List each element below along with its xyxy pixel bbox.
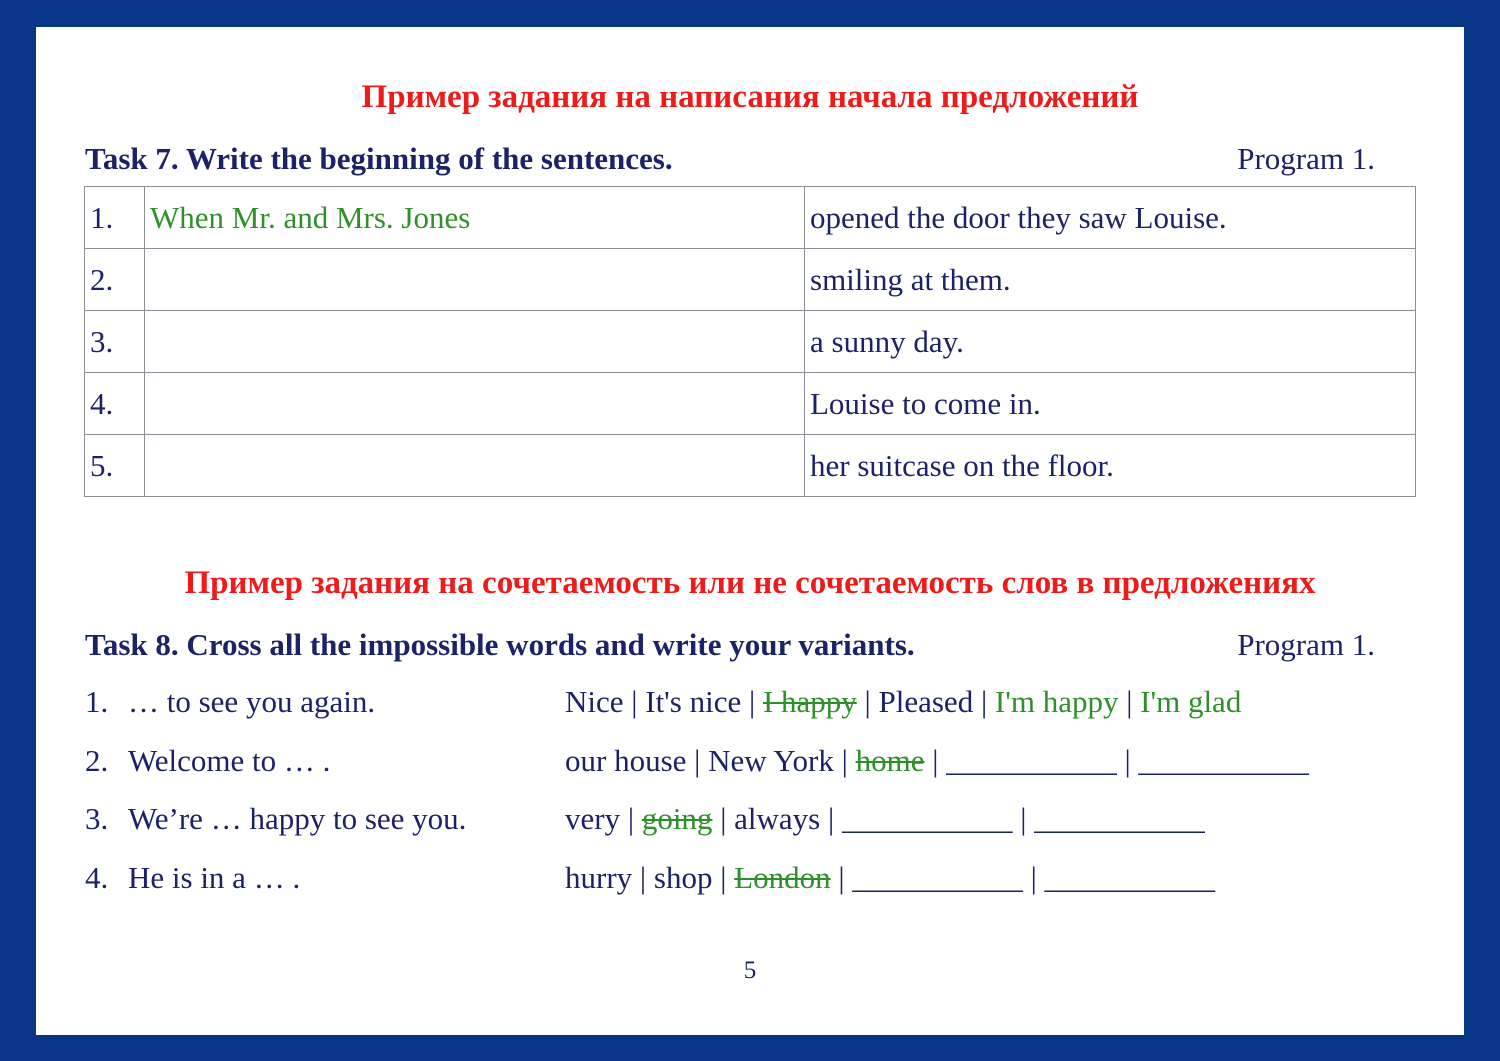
word-option: our house <box>565 742 687 778</box>
crossed-word: London <box>734 859 831 895</box>
word-option: I'm glad <box>1140 684 1242 719</box>
word-option: I'm happy <box>994 684 1119 719</box>
word-options: very | going | always | ___________ | ___________ <box>565 801 1205 836</box>
table-row <box>85 373 1416 435</box>
section2-heading: Пример задания на сочетаемость или не сочетаемость слов в предложениях <box>184 565 1316 601</box>
word-option: always <box>734 801 821 836</box>
word-option: shop <box>653 859 713 895</box>
task7-program: Program 1. <box>1237 141 1375 176</box>
answer-blank: ___________ <box>852 859 1023 895</box>
crossed-word: I happy <box>762 684 857 719</box>
task8-title: Task 8. Cross all the impossible words and write your variants. <box>85 627 915 662</box>
word-options: Nice | It's nice | I happy | Pleased | I'm happy | I'm glad <box>565 684 1242 719</box>
task7-header <box>85 141 1375 177</box>
task8-header <box>85 627 1375 663</box>
row-number: 3. <box>85 311 145 373</box>
sentence-stem: … to see you again. <box>128 684 376 719</box>
sentence-ending: smiling at them. <box>805 249 1416 311</box>
sentence-stem: Welcome to … . <box>128 742 331 778</box>
answer-cell <box>145 249 805 311</box>
task8-program: Program 1. <box>1237 627 1375 662</box>
sentence-ending: a sunny day. <box>805 311 1416 373</box>
sentence-ending: her suitcase on the floor. <box>805 435 1416 497</box>
sentence-stem: He is in a … . <box>128 859 301 895</box>
word-option: hurry <box>565 859 633 895</box>
item-number: 2. <box>85 742 109 778</box>
section1-heading: Пример задания на написания начала предложений <box>361 79 1139 115</box>
word-option: New York <box>708 742 834 778</box>
answer-blank: ___________ <box>946 742 1117 778</box>
worksheet-page <box>36 27 1464 1035</box>
item-number: 1. <box>85 684 109 719</box>
table-row <box>85 435 1416 497</box>
row-number: 5. <box>85 435 145 497</box>
table-row <box>85 249 1416 311</box>
crossed-word: going <box>641 801 713 836</box>
answer-cell <box>145 435 805 497</box>
answer-cell <box>145 373 805 435</box>
row-number: 4. <box>85 373 145 435</box>
word-options: our house | New York | home | ___________ | ___________ <box>565 742 1309 778</box>
answer-blank: ___________ <box>1138 742 1309 778</box>
word-options: hurry | shop | London | ___________ | ___________ <box>565 859 1216 895</box>
word-option: very <box>565 801 621 836</box>
answer-blank: ___________ <box>1034 801 1205 836</box>
item-number: 3. <box>85 801 109 836</box>
word-option: It's nice <box>645 684 742 719</box>
answer-blank: ___________ <box>1044 859 1216 895</box>
word-option: Nice <box>565 684 624 719</box>
crossed-word: home <box>855 742 925 778</box>
item-number: 4. <box>85 859 109 895</box>
sentence-ending: Louise to come in. <box>805 373 1416 435</box>
answer-cell <box>145 311 805 373</box>
row-number: 1. <box>85 187 145 249</box>
row-number: 2. <box>85 249 145 311</box>
answer-cell: When Mr. and Mrs. Jones <box>145 187 805 249</box>
task7-title: Task 7. Write the beginning of the sentences. <box>85 141 673 176</box>
task7-table <box>84 186 1416 497</box>
table-row <box>85 187 1416 249</box>
page-number: 5 <box>743 957 757 984</box>
sentence-ending: opened the door they saw Louise. <box>805 187 1416 249</box>
answer-blank: ___________ <box>841 801 1013 836</box>
word-option: Pleased <box>878 684 974 719</box>
table-row <box>85 311 1416 373</box>
sentence-stem: We’re … happy to see you. <box>128 801 467 836</box>
